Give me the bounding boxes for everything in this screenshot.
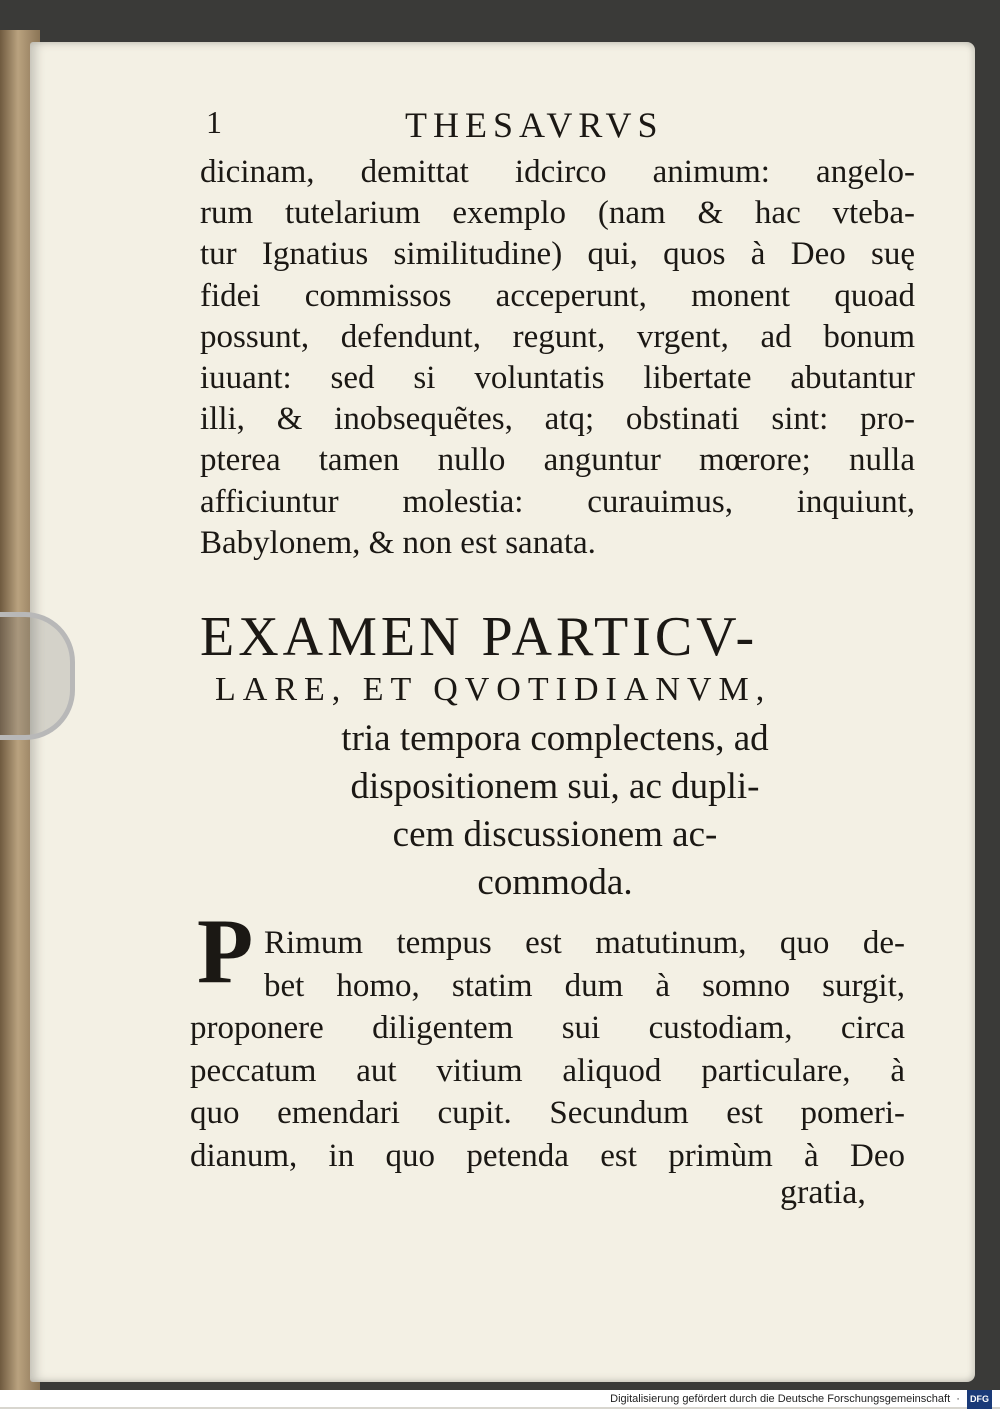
section-heading-line-6: commoda. <box>477 862 633 903</box>
text-line: fidei commissos acceperunt, monent quoad <box>200 277 915 314</box>
book-clasp <box>0 612 75 740</box>
section-heading-line-4: dispositionem sui, ac dupli- <box>350 766 760 807</box>
text-line: Babylonem, & non est sanata. <box>200 524 596 561</box>
text-line: Rimum tempus est matutinum, quo de- <box>264 925 905 961</box>
digitization-footer <box>0 1390 1000 1407</box>
drop-cap: P <box>197 900 254 1002</box>
text-line: dicinam, demittat idcirco animum: angelo- <box>200 154 915 190</box>
text-line: bet homo, statim dum à somno surgit, <box>264 967 905 1004</box>
text-line: quo emendari cupit. Secundum est pomeri- <box>190 1095 905 1131</box>
paragraph-2 <box>190 922 905 1177</box>
paragraph-1 <box>200 152 915 564</box>
text-line: possunt, defendunt, regunt, vrgent, ad bonum <box>200 318 915 355</box>
text-line: pterea tamen nullo anguntur mœrore; nulla <box>200 442 915 479</box>
text-line: peccatum aut vitium aliquod particulare, à <box>190 1052 905 1089</box>
section-heading-line-1: EXAMEN PARTICV- <box>200 606 759 668</box>
text-line: illi, & inobsequẽtes, atq; obstinati sint: pro- <box>200 401 915 438</box>
text-line: tur Ignatius similitudine) qui, quos à Deo suę <box>200 236 915 273</box>
separator: · <box>953 1393 960 1405</box>
dfg-logo: DFG <box>967 1390 992 1409</box>
section-heading-line-2: LARE, ET QVOTIDIANVM, <box>215 671 772 708</box>
running-head: THESAVRVS <box>405 105 664 145</box>
text-line: iuuant: sed si voluntatis libertate abutantur <box>200 360 915 397</box>
funding-credit: Digitalisierung gefördert durch die Deutsche Forschungsgemeinschaft <box>610 1393 951 1405</box>
section-heading-line-5: cem discussionem ac- <box>392 814 718 855</box>
text-line: rum tutelarium exemplo (nam & hac vteba- <box>200 195 915 232</box>
text-line: afficiuntur molestia: curauimus, inquiunt, <box>200 483 915 520</box>
section-heading-line-3: tria tempora complectens, ad <box>341 718 769 759</box>
catchword: gratia, <box>780 1174 866 1211</box>
page-number: 1 <box>206 104 222 140</box>
text-line: dianum, in quo petenda est primùm à Deo <box>190 1137 905 1174</box>
text-line: proponere diligentem sui custodiam, circa <box>190 1010 905 1046</box>
